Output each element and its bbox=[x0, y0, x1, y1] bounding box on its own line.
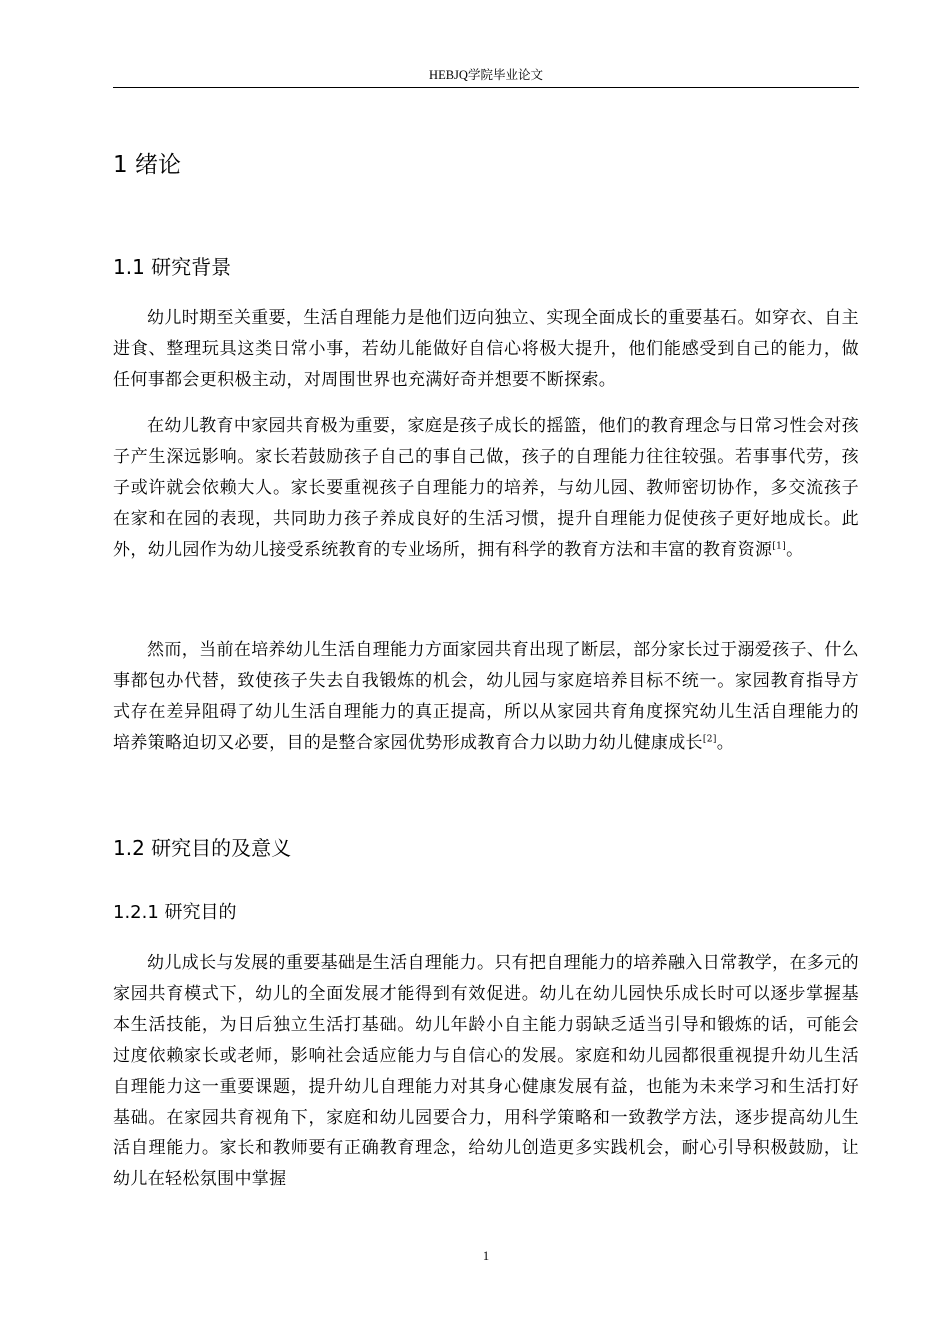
chapter-title: 1 绪论 bbox=[113, 152, 181, 178]
paragraph-background-2 bbox=[113, 411, 859, 566]
section-title-1-2: 1.2 研究目的及意义 bbox=[113, 836, 292, 860]
header-rule bbox=[113, 87, 859, 88]
running-header: HEBJQ学院毕业论文 bbox=[429, 68, 543, 82]
paragraph-end: 。 bbox=[716, 732, 735, 753]
page-number: 1 bbox=[482, 1249, 490, 1263]
paragraph-text: 在幼儿教育中家园共育极为重要，家庭是孩子成长的摇篮，他们的教育理念与日常习性会对孩子产生深远影响。家长若鼓励孩子自己的事自己做，孩子的自理能力往往较强。若事事代劳，孩子或许就会依赖大人。家长要重视孩子自理能力的培养，与幼儿园、教师密切协作，多交流孩子在家和在园的表现，共同助力孩子养成良好的生活习惯，提升自理能力促使孩子更好地成长。此外，幼儿园作为幼儿接受系统教育的专业场所，拥有科学的教育方法和丰富的教育资源 bbox=[113, 416, 859, 560]
section-title-1-2-1: 1.2.1 研究目的 bbox=[113, 902, 237, 923]
paragraph-background-1: 幼儿时期至关重要，生活自理能力是他们迈向独立、实现全面成长的重要基石。如穿衣、自主进食、整理玩具这类日常小事，若幼儿能做好自信心将极大提升，他们能感受到自己的能力，做任何事都会更积极主动，对周围世界也充满好奇并想要不断探索。 bbox=[113, 308, 859, 390]
paragraph-background-3 bbox=[113, 635, 859, 759]
paragraph-end: 。 bbox=[786, 539, 804, 560]
paragraph-purpose-1: 幼儿成长与发展的重要基础是生活自理能力。只有把自理能力的培养融入日常教学，在多元的家园共育模式下，幼儿的全面发展才能得到有效促进。幼儿在幼儿园快乐成长时可以逐步掌握基本生活技能，为日后独立生活打基础。幼儿年龄小自主能力弱缺乏适当引导和锻炼的话，可能会过度依赖家长或老师，影响社会适应能力与自信心的发展。家庭和幼儿园都很重视提升幼儿生活自理能力这一重要课题，提升幼儿自理能力对其身心健康发展有益，也能为未来学习和生活打好基础。在家园共育视角下，家庭和幼儿园要合力，用科学策略和一致教学方法，逐步提高幼儿生活自理能力。家长和教师要有正确教育理念，给幼儿创造更多实践机会，耐心引导积极鼓励，让幼儿在轻松氛围中掌握 bbox=[113, 953, 859, 1190]
citation-marker: [1] bbox=[772, 540, 787, 551]
section-title-1-1: 1.1 研究背景 bbox=[113, 255, 232, 279]
citation-marker: [2] bbox=[702, 734, 717, 745]
paragraph-text: 然而，当前在培养幼儿生活自理能力方面家园共育出现了断层，部分家长过于溺爱孩子、什么事都包办代替，致使孩子失去自我锻炼的机会，幼儿园与家庭培养目标不统一。家园教育指导方式存在差异阻碍了幼儿生活自理能力的真正提高，所以从家园共育角度探究幼儿生活自理能力的培养策略迫切又必要，目的是整合家园优势形成教育合力以助力幼儿健康成长 bbox=[113, 640, 859, 753]
